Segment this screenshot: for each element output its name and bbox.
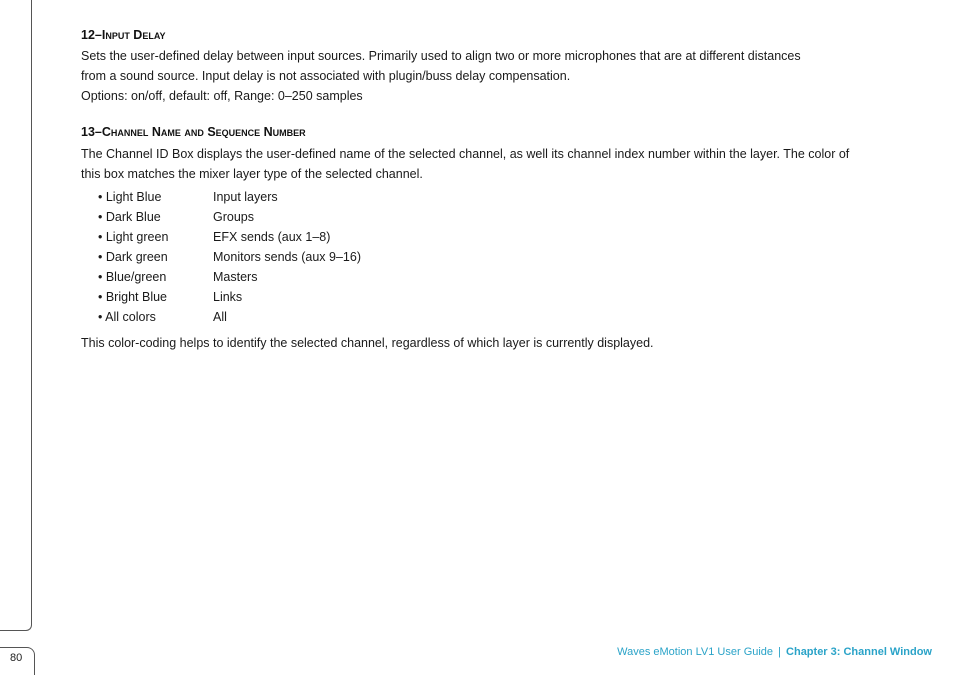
layer-type: Masters xyxy=(213,270,258,284)
list-item xyxy=(98,247,361,267)
list-item xyxy=(98,267,361,287)
color-layer-list xyxy=(98,187,361,327)
layer-color: • Bright Blue xyxy=(98,290,167,304)
section-12-title: Input Delay xyxy=(101,28,166,42)
layer-type: Links xyxy=(213,290,243,304)
layer-color: • Dark green xyxy=(98,250,168,264)
list-item xyxy=(98,187,361,207)
section-13-title: Channel Name and Sequence Number xyxy=(101,125,306,139)
section-12-number: 12– xyxy=(81,28,102,42)
list-item xyxy=(98,227,361,247)
section-12-line-1: Sets the user-defined delay between input sources. Primarily used to align two or more microphones that are at different distances xyxy=(81,49,801,63)
layer-color: • Light Blue xyxy=(98,190,162,204)
list-item xyxy=(98,287,361,307)
section-13-number: 13– xyxy=(81,125,102,139)
section-13-line-1: The Channel ID Box displays the user-defined name of the selected channel, as well its channel index number within the layer. The color of xyxy=(81,147,850,161)
layer-type: Groups xyxy=(213,210,254,224)
section-13-closing: This color-coding helps to identify the selected channel, regardless of which layer is currently displayed. xyxy=(81,336,654,350)
page-margin-rule xyxy=(0,0,32,631)
footer-separator: | xyxy=(778,646,781,658)
list-item xyxy=(98,207,361,227)
layer-color: • Blue/green xyxy=(98,270,167,284)
section-12-heading xyxy=(81,28,166,42)
layer-type: Input layers xyxy=(213,190,278,204)
footer-chapter-title: Chapter 3: Channel Window xyxy=(786,646,932,658)
layer-color: • All colors xyxy=(98,310,156,324)
layer-type: All xyxy=(213,310,227,324)
layer-color: • Dark Blue xyxy=(98,210,161,224)
layer-color: • Light green xyxy=(98,230,169,244)
list-item xyxy=(98,307,361,327)
page-footer xyxy=(617,646,932,658)
section-13-line-2: this box matches the mixer layer type of the selected channel. xyxy=(81,167,423,181)
footer-guide-title: Waves eMotion LV1 User Guide xyxy=(617,646,774,658)
section-12-line-2: from a sound source. Input delay is not associated with plugin/buss delay compensation. xyxy=(81,69,571,83)
layer-type: EFX sends (aux 1–8) xyxy=(213,230,331,244)
page-number: 80 xyxy=(10,652,23,664)
section-12-line-3: Options: on/off, default: off, Range: 0–250 samples xyxy=(81,89,363,103)
layer-type: Monitors sends (aux 9–16) xyxy=(213,250,361,264)
section-13-heading xyxy=(81,125,306,139)
